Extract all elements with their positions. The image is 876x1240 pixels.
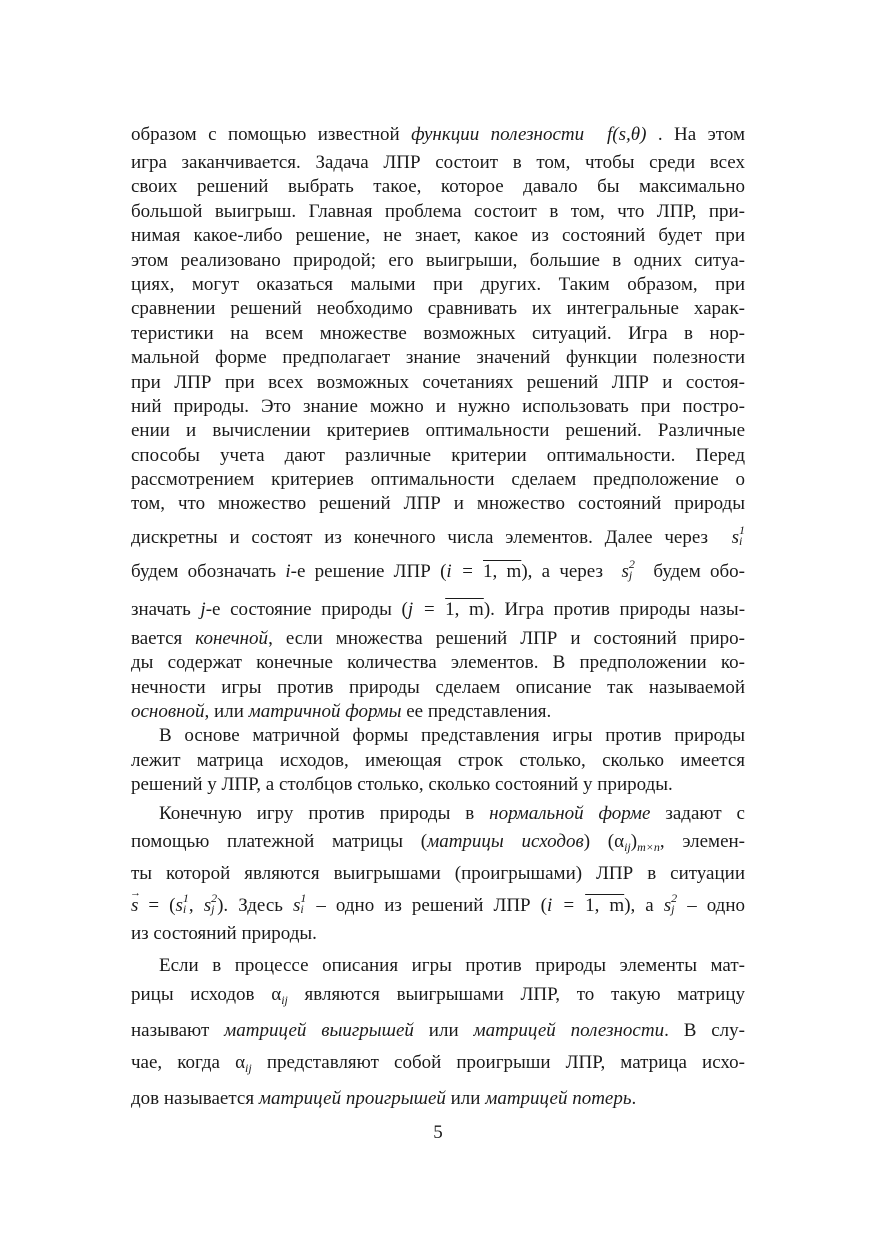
text-line: Если в процессе описания игры против природы элементы мат- — [159, 955, 745, 977]
text-line: из состояний природы. — [131, 922, 317, 944]
text-line: основной, или матричной формы ее представления. — [131, 701, 552, 723]
formula-alpha-ij: $\alpha_{ij}$ — [271, 983, 288, 1007]
text-line: значать j-е состояние природы (j = 1, m). Игра против природы назы- — [131, 598, 746, 620]
text-line: помощью платежной матрицы (матрицы исходов) $(\alpha_{ij})_{m\times n}$, элемен- — [131, 830, 746, 854]
text-line: своих решений выбрать такое, которое давало бы максимально — [131, 176, 745, 198]
formula-alpha-ij: $\alpha_{ij}$ — [235, 1051, 252, 1075]
text-line: циях, могут оказаться малыми при других. Таким образом, при — [131, 273, 745, 295]
formula-s-j-2: s 2 j — [663, 890, 678, 916]
page-number: 5 — [433, 1122, 443, 1143]
text-line: нимая какое-либо решение, не знает, какое из состояний будет при — [131, 225, 745, 247]
text-line: → s = (s 1 i , s 2 j ). Здесь s 1 i – одно из решений ЛПР (i = 1, m), а s 2 j – одно — [131, 890, 745, 922]
text-line: Конечную игру против природы в нормальной форме задают с — [159, 802, 745, 824]
text-line: ды содержат конечные количества элементов. В предположении ко- — [131, 652, 745, 674]
text-line: решений у ЛПР, а столбцов столько, сколько состояний у природы. — [131, 774, 673, 796]
text-line: большой выигрыш. Главная проблема состоит в том, что ЛПР, при- — [131, 200, 745, 222]
text-line: игра заканчивается. Задача ЛПР состоит в том, чтобы среди всех — [131, 152, 745, 173]
formula-utility: f(s,θ) — [607, 124, 647, 145]
text-line: вается конечной, если множества решений ЛПР и состояний приро- — [131, 627, 745, 649]
text-line: дискретны и состоят из конечного числа элементов. Далее через s 1 i — [131, 521, 745, 555]
text-line: рицы исходов $\alpha_{ij}$ являются выигрышами ЛПР, то такую матрицу — [131, 983, 746, 1007]
text-line: чае, когда $\alpha_{ij}$ представляют собой проигрыши ЛПР, матрица исхо- — [131, 1051, 745, 1075]
formula-s-j-2: s 2 j — [621, 556, 635, 582]
text-line: ний природы. Это знание можно и нужно использовать при постро- — [131, 395, 745, 417]
text-line: ты которой являются выигрышами (проигрышами) ЛПР в ситуации — [131, 862, 745, 884]
formula-payoff-matrix: $(\alpha_{ij})_{m\times n}$ — [607, 830, 660, 854]
text-line: рассмотрением критериев оптимальности сделаем предположение о — [131, 469, 745, 491]
formula-range-i: i = 1, m — [446, 560, 522, 582]
text-line: том, что множество решений ЛПР и множество состояний природы — [131, 493, 745, 515]
page-body — [131, 119, 745, 1115]
text-line: теристики на всем множестве возможных ситуаций. Игра в нор- — [131, 322, 745, 344]
text-line: мальной форме предполагает знание значений функции полезности — [131, 347, 745, 369]
text-line: В основе матричной формы представления игры против природы — [159, 725, 745, 747]
text-line: ении и вычислении критериев оптимальности решений. Различные — [131, 420, 745, 442]
formula-range-j: j = 1, m — [407, 598, 484, 620]
formula-s-i-1: s 1 i — [731, 522, 745, 548]
text-line: образом с помощью известной функции полезности f(s,θ) . На этом — [131, 124, 745, 145]
formula-range-i: i = 1, m — [546, 894, 625, 916]
text-line: при ЛПР при всех возможных сочетаниях решений ЛПР и состоя- — [131, 371, 745, 393]
text-line: будем обозначать i-е решение ЛПР (i = 1, m), а через s 2 j будем обо- — [131, 555, 745, 589]
text-line: нечности игры против природы сделаем описание так называемой — [131, 676, 745, 698]
text-line: называют матрицей выигрышей или матрицей полезности. В слу- — [131, 1019, 745, 1041]
text-line: лежит матрица исходов, имеющая строк столько, сколько имеется — [131, 749, 745, 771]
formula-s-i-1: s 1 i — [292, 890, 307, 916]
formula-situation-vector: → s = (s 1 i , s 2 j ) — [131, 895, 223, 916]
text-line: дов называется матрицей проигрышей или матрицей потерь. — [131, 1087, 637, 1109]
text-line: способы учета дают различные критерии оптимальности. Перед — [131, 444, 745, 466]
text-line: этом реализовано природой; его выигрыши, большие в одних ситуа- — [131, 249, 745, 271]
text-line: сравнении решений необходимо сравнивать их интегральные харак- — [131, 298, 745, 320]
